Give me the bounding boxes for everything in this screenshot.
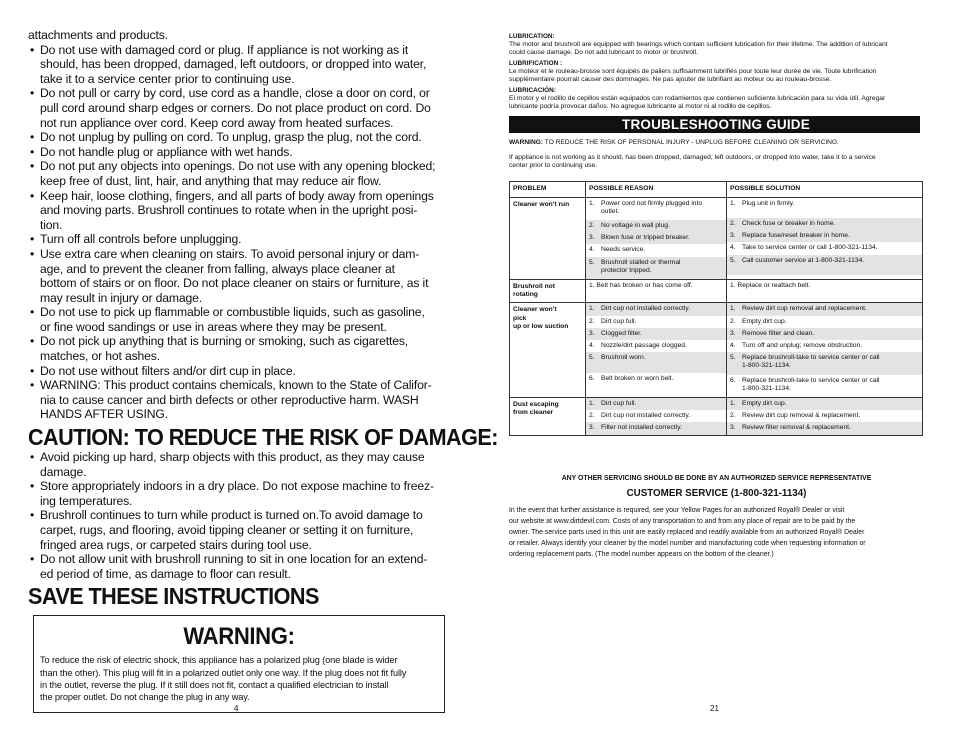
customer-service-line: owner. The service parts used in this unit are easily replaced and readily available from an authorized Royal® Dealer <box>509 529 865 537</box>
column-header: PROBLEM <box>510 181 586 197</box>
solution-text <box>742 412 919 421</box>
warning-text <box>40 654 438 703</box>
right-page <box>509 33 924 561</box>
reason-line: Dirt cup full. <box>601 400 637 407</box>
reason-row <box>586 373 726 393</box>
list-item <box>28 145 446 160</box>
solution-text <box>742 342 919 351</box>
bullet-line: • Do not unplug by pulling on cord. To unplug, grasp the plug, not the cord. <box>28 130 446 145</box>
solution-number: 1. <box>730 199 736 207</box>
problem-line: Cleaner won't run <box>513 200 570 208</box>
reason-text <box>589 282 723 291</box>
reason-row <box>586 340 726 352</box>
reason-line: Dirt cup not installed correctly. <box>601 305 691 313</box>
solution-text <box>742 377 919 393</box>
lubrication-heading: LUBRIFICATION : <box>509 59 563 67</box>
reason-line: Needs service. <box>601 246 646 254</box>
table-header-row <box>510 181 923 197</box>
bullet-line: or fine wood sandings or use in areas where they may be present. <box>40 319 387 334</box>
solution-line: Review dirt cup removal and replacement. <box>742 305 867 313</box>
reason-text <box>601 400 723 409</box>
bullet-line: • Avoid picking up hard, sharp objects with this product, as they may cause <box>28 450 446 465</box>
reason-number: 1. <box>589 199 595 207</box>
bullet-line: • WARNING: This product contains chemicals, known to the State of Califor- <box>28 378 446 393</box>
solution-number: 1. <box>730 400 736 407</box>
solution-number: 2. <box>730 317 736 325</box>
continued-line: attachments and products. <box>28 28 168 42</box>
bullet-line: carpet, rugs, and flooring, avoid tipping cleaner or setting it on furniture, <box>40 523 414 537</box>
reason-line: No voltage in wall plug. <box>601 222 670 230</box>
bullet-line: • Brushroll continues to turn while product is turned on.To avoid damage to <box>28 508 446 523</box>
solution-cell <box>727 197 923 279</box>
solution-line: Plug unit in firmly. <box>742 199 795 207</box>
solution-text <box>742 330 919 339</box>
bullet-line: tion. <box>40 217 63 232</box>
column-header: POSSIBLE SOLUTION <box>727 181 923 197</box>
lubrication-line: lubricante podría provocar daños. No agregue lubricante al motor ni al rodillo de cepillos. <box>509 103 772 111</box>
bullet-line: • Do not handle plug or appliance with wet hands. <box>28 145 446 160</box>
solution-number: 5. <box>730 256 736 264</box>
save-instructions-heading: SAVE THESE INSTRUCTIONS <box>28 583 319 610</box>
solution-line: Remove filter and clean. <box>742 329 815 337</box>
solution-row <box>727 328 922 340</box>
polarized-plug-warning-box <box>33 615 445 713</box>
solution-text <box>742 400 919 409</box>
warning-line: in the outlet, reverse the plug. If it still does not fit, contact a qualified electrician to install <box>40 679 389 690</box>
lubrication-heading: LUBRICACIÓN: <box>509 86 556 94</box>
bullet-line: • Do not use to pick up flammable or combustible liquids, such as gasoline, <box>28 305 446 320</box>
solution-row <box>727 340 922 352</box>
bullet-line: and moving parts. Brushroll continues to rotate when in the upright posi- <box>40 203 418 218</box>
bullet-line: damage. <box>40 464 87 479</box>
bullet-line: keep free of dust, lint, hair, and anything that may reduce air flow. <box>40 173 382 188</box>
reason-number: 1. <box>589 400 595 407</box>
reason-row <box>586 422 726 434</box>
reason-number: 3. <box>589 234 595 242</box>
bullet-line: • Keep hair, loose clothing, fingers, and all parts of body away from openings <box>28 189 446 204</box>
bullet-line: may result in injury or damage. <box>40 290 202 305</box>
reason-row <box>586 198 726 220</box>
reason-row <box>586 257 726 279</box>
reason-number: 5. <box>589 354 595 362</box>
solution-text <box>730 282 919 291</box>
bullet-line: not run appliance over cord. Keep cord away from heated surfaces. <box>40 115 394 130</box>
lubrication-line: Le moteur et le rouleau-brosse sont équipés de paliers suffisamment lubrifiés pour toute leur durée de vie. Toute lubrification <box>509 67 877 75</box>
column-header: POSSIBLE REASON <box>586 181 727 197</box>
lubrication-line: The motor and brushroll are equipped with bearings which contain sufficient lubrication for their lifetime. The addition of lubricant <box>509 41 888 48</box>
solution-row <box>727 198 922 218</box>
reason-row <box>586 316 726 328</box>
solution-row <box>727 422 922 434</box>
solution-line: Review filter removal & replacement. <box>742 424 851 432</box>
safety-bullet-list <box>28 43 446 422</box>
lubrication-text <box>509 68 924 85</box>
solution-line: Take to service center or call 1-800-321-1134. <box>742 244 878 252</box>
solution-line: Call customer service at 1-800-321-1134. <box>742 256 865 264</box>
reason-cell <box>586 303 727 398</box>
solution-text <box>742 232 919 241</box>
unplug-warning <box>509 139 924 147</box>
customer-service-line: ordering replacement parts. (The model number appears on the bottom of the cleaner.) <box>509 551 774 558</box>
solution-line: 1-800-321-1134. <box>742 362 791 370</box>
bullet-line: should, has been dropped, damaged, left outdoors, or dropped into water, <box>40 57 427 72</box>
solution-line: 1. Replace or reattach belt. <box>730 282 811 290</box>
lubrication-line: could cause damage. Do not add lubricant to motor or brushroll. <box>509 49 698 57</box>
reason-text <box>601 234 723 243</box>
reason-text <box>601 305 723 314</box>
reason-row <box>586 352 726 372</box>
customer-service-heading: CUSTOMER SERVICE (1-800-321-1134) <box>626 487 807 499</box>
reason-row <box>586 244 726 256</box>
authorized-service-note: ANY OTHER SERVICING SHOULD BE DONE BY AN AUTHORIZED SERVICE REPRESENTATIVE <box>561 474 872 482</box>
warning-line: than the other). This plug will fit in a polarized outlet only one way. If the plug does not fit fully <box>40 667 407 678</box>
bullet-line: • Do not use with damaged cord or plug. If appliance is not working as it <box>28 43 446 58</box>
list-item <box>28 479 446 508</box>
customer-service-text <box>509 506 924 561</box>
bullet-line: • Turn off all controls before unplugging. <box>28 232 446 247</box>
table-row <box>510 197 923 279</box>
warning-heading: WARNING: <box>183 623 295 651</box>
problem-cell <box>510 197 586 279</box>
list-item <box>28 508 446 552</box>
reason-number: 2. <box>589 222 595 230</box>
reason-number: 3. <box>589 329 595 337</box>
reason-text <box>601 412 723 421</box>
list-item <box>28 378 446 422</box>
troubleshooting-table <box>509 181 923 436</box>
solution-number: 6. <box>730 376 736 384</box>
reason-number: 1. <box>589 305 595 313</box>
reason-row <box>586 220 726 232</box>
reason-number: 5. <box>589 258 595 266</box>
bullet-line: • Do not use without filters and/or dirt cup in place. <box>28 364 446 379</box>
reason-line: Clogged filter. <box>601 329 642 337</box>
reason-text <box>601 375 723 389</box>
reason-text <box>601 200 723 216</box>
solution-cell <box>727 398 923 436</box>
reason-text <box>601 424 723 433</box>
solution-cell <box>727 303 923 398</box>
solution-text <box>742 257 919 271</box>
solution-line: Replace brushroll-take to service center or call <box>742 354 880 362</box>
table-row <box>510 398 923 436</box>
solution-row <box>727 218 922 230</box>
bullet-line: ed period of time, as damage to floor can result. <box>40 566 291 581</box>
reason-cell <box>586 280 727 303</box>
reason-row <box>586 398 726 410</box>
solution-line: Empty dirt cup. <box>742 317 787 325</box>
list-item <box>28 552 446 581</box>
solution-number: 1. <box>730 305 736 313</box>
reason-line: Nozzle/dirt passage clogged. <box>601 342 687 349</box>
bullet-line: fringed area rugs, or carpeted stairs during tool use. <box>40 537 312 552</box>
solution-text <box>742 424 919 433</box>
solution-row <box>727 316 922 328</box>
solution-line: Review dirt cup removal & replacement. <box>742 412 861 420</box>
caution-heading: CAUTION: TO REDUCE THE RISK OF DAMAGE: <box>28 424 498 451</box>
list-item <box>28 232 446 247</box>
reason-line: Brushroll worn. <box>601 354 646 362</box>
solution-text <box>742 200 919 214</box>
solution-row <box>727 230 922 242</box>
page-number-left: 4 <box>234 704 239 713</box>
reason-line: outlet. <box>601 207 620 215</box>
reason-line: Belt broken or worn belt. <box>601 374 674 382</box>
solution-text <box>742 354 919 370</box>
reason-row <box>586 410 726 422</box>
customer-service-line: or retailer. Always identify your cleaner by the model number and manufacturing code when requesting information or <box>509 540 866 548</box>
solution-cell <box>727 280 923 303</box>
bullet-line: nia to cause cancer and birth defects or other reproductive harm. WASH <box>40 392 419 407</box>
reason-line: Filter not installed correctly. <box>601 424 682 432</box>
reason-text <box>601 330 723 339</box>
lubrication-line: El motor y el rodillo de cepillos están equipados con rodamientos que contienen suficiente lubricación para su vida útil. Agregar <box>509 94 886 102</box>
reason-text <box>601 354 723 368</box>
solution-text <box>742 318 919 327</box>
problem-line: from cleaner <box>513 409 554 417</box>
solution-number: 2. <box>730 412 736 420</box>
list-item <box>28 130 446 145</box>
problem-cell <box>510 398 586 436</box>
problem-cell <box>510 280 586 303</box>
list-item <box>28 86 446 130</box>
reason-number: 2. <box>589 412 595 420</box>
solution-number: 3. <box>730 232 736 240</box>
reason-row <box>586 280 726 292</box>
solution-row <box>727 242 922 254</box>
list-item <box>28 364 446 379</box>
solution-line: Replace brushroll-take to service center or call <box>742 376 880 384</box>
lubrication-text <box>509 41 924 58</box>
reason-number: 4. <box>589 342 595 349</box>
unplug-warning-text: TO REDUCE THE RISK OF PERSONAL INJURY - UNPLUG BEFORE CLEANING OR SERVICING. <box>543 139 839 147</box>
warning-line: the proper outlet. Do not change the plug in any way. <box>40 691 250 702</box>
reason-number: 2. <box>589 317 595 325</box>
lubrication-heading: LUBRICATION: <box>509 33 555 40</box>
solution-line: Check fuse or breaker in home. <box>742 220 836 228</box>
reason-line: Brushroll stalled or thermal <box>601 258 681 266</box>
unplug-warning-label: WARNING: <box>509 139 544 147</box>
reason-row <box>586 303 726 315</box>
bullet-line: • Do not allow unit with brushroll running to sit in one location for an extend- <box>28 552 446 567</box>
list-item <box>28 43 446 87</box>
problem-line: Brushroll not <box>513 283 555 291</box>
bullet-line: • Do not pick up anything that is burning or smoking, such as cigarettes, <box>28 334 446 349</box>
solution-row <box>727 303 922 315</box>
solution-row <box>727 410 922 422</box>
troubleshooting-title: TROUBLESHOOTING GUIDE <box>509 116 920 133</box>
table-row <box>510 303 923 398</box>
reason-cell <box>586 398 727 436</box>
bullet-line: ing temperatures. <box>40 493 133 508</box>
bullet-line: matches, or hot ashes. <box>40 349 160 364</box>
notice-line: If appliance is not working as it should, has been dropped, damaged, left outdoors, or dropped into water, take it to a service <box>509 153 876 161</box>
solution-number: 4. <box>730 342 736 349</box>
solution-text <box>742 305 919 314</box>
list-item <box>28 334 446 363</box>
solution-text <box>742 220 919 229</box>
reason-text <box>601 259 723 275</box>
table-row <box>510 280 923 303</box>
list-item <box>28 305 446 334</box>
page-number-right: 21 <box>710 704 719 713</box>
problem-line: Dust escaping <box>513 401 559 408</box>
problem-line: up or low suction <box>513 322 569 330</box>
caution-bullet-list <box>28 450 446 581</box>
solution-number: 4. <box>730 244 736 252</box>
reason-line: Dirt cup not installed correctly. <box>601 412 691 420</box>
bullet-line: • Store appropriately indoors in a dry place. Do not expose machine to freez- <box>28 479 446 494</box>
solution-row <box>727 255 922 275</box>
warning-line: To reduce the risk of electric shock, this appliance has a polarized plug (one blade is wider <box>40 655 398 666</box>
reason-text <box>601 246 723 255</box>
reason-line: Power cord not firmly plugged into <box>601 199 703 207</box>
bullet-line: pull cord around sharp edges or corners. Do not place product on cord. Do <box>40 100 431 115</box>
reason-text <box>601 318 723 327</box>
bullet-line: • Do not put any objects into openings. Do not use with any opening blocked; <box>28 159 446 174</box>
problem-cell <box>510 303 586 398</box>
bullet-line: age, and to prevent the cleaner from falling, always place cleaner at <box>40 261 395 276</box>
bullet-line: • Use extra care when cleaning on stairs. To avoid personal injury or dam- <box>28 247 446 262</box>
left-page <box>28 28 498 713</box>
solution-number: 2. <box>730 220 736 228</box>
notice-line: center prior to continuing use. <box>509 162 598 170</box>
problem-line: pick <box>513 314 527 322</box>
list-item <box>28 450 446 479</box>
customer-service-line: In the event that further assistance is required, see your Yellow Pages for an authorized Royal® Dealer or visit <box>509 507 845 515</box>
service-notice <box>509 154 924 171</box>
solution-number: 5. <box>730 354 736 362</box>
solution-line: Empty dirt cup. <box>742 400 787 407</box>
reason-text <box>601 222 723 231</box>
reason-text <box>601 342 723 351</box>
solution-line: Turn off and unplug; remove obstruction. <box>742 342 863 349</box>
reason-number: 6. <box>589 374 595 382</box>
list-item <box>28 247 446 305</box>
lubrication-text <box>509 95 924 112</box>
solution-line: Replace fuse/reset breaker in home. <box>742 232 850 240</box>
reason-row <box>586 232 726 244</box>
solution-number: 3. <box>730 424 736 432</box>
reason-number: 4. <box>589 246 595 254</box>
reason-line: 1. Belt has broken or has come off. <box>589 282 693 290</box>
solution-text <box>742 244 919 253</box>
solution-row <box>727 398 922 410</box>
bullet-line: HANDS AFTER USING. <box>40 407 168 422</box>
reason-row <box>586 328 726 340</box>
problem-line: Cleaner won't <box>513 306 557 314</box>
bullet-line: take it to a service center prior to continuing use. <box>40 71 295 86</box>
problem-line: rotating <box>513 291 538 299</box>
reason-line: Dirt cup full. <box>601 317 637 325</box>
reason-line: protector tripped. <box>601 266 652 274</box>
lubrication-line: supplémentaire pourrait causer des dommages. Ne pas ajouter de lubrifiant au moteur ou au rouleau-brosse. <box>509 76 832 84</box>
list-item <box>28 189 446 233</box>
solution-row <box>727 352 922 374</box>
bullet-line: • Do not pull or carry by cord, use cord as a handle, close a door on cord, or <box>28 86 446 101</box>
reason-cell <box>586 197 727 279</box>
solution-number: 3. <box>730 329 736 337</box>
bullet-line: bottom of stairs or on floor. Do not place cleaner on stairs or furniture, as it <box>40 276 429 291</box>
lubrication-section <box>509 33 924 111</box>
solution-line: 1-800-321-1134. <box>742 384 791 392</box>
customer-service-line: our website at www.dirtdevil.com. Costs of any transportation to and from any place of repair are to be paid by the <box>509 518 856 526</box>
list-item <box>28 159 446 188</box>
reason-line: Blown fuse or tripped breaker. <box>601 234 690 242</box>
solution-row <box>727 280 922 292</box>
solution-row <box>727 375 922 397</box>
reason-number: 3. <box>589 424 595 432</box>
